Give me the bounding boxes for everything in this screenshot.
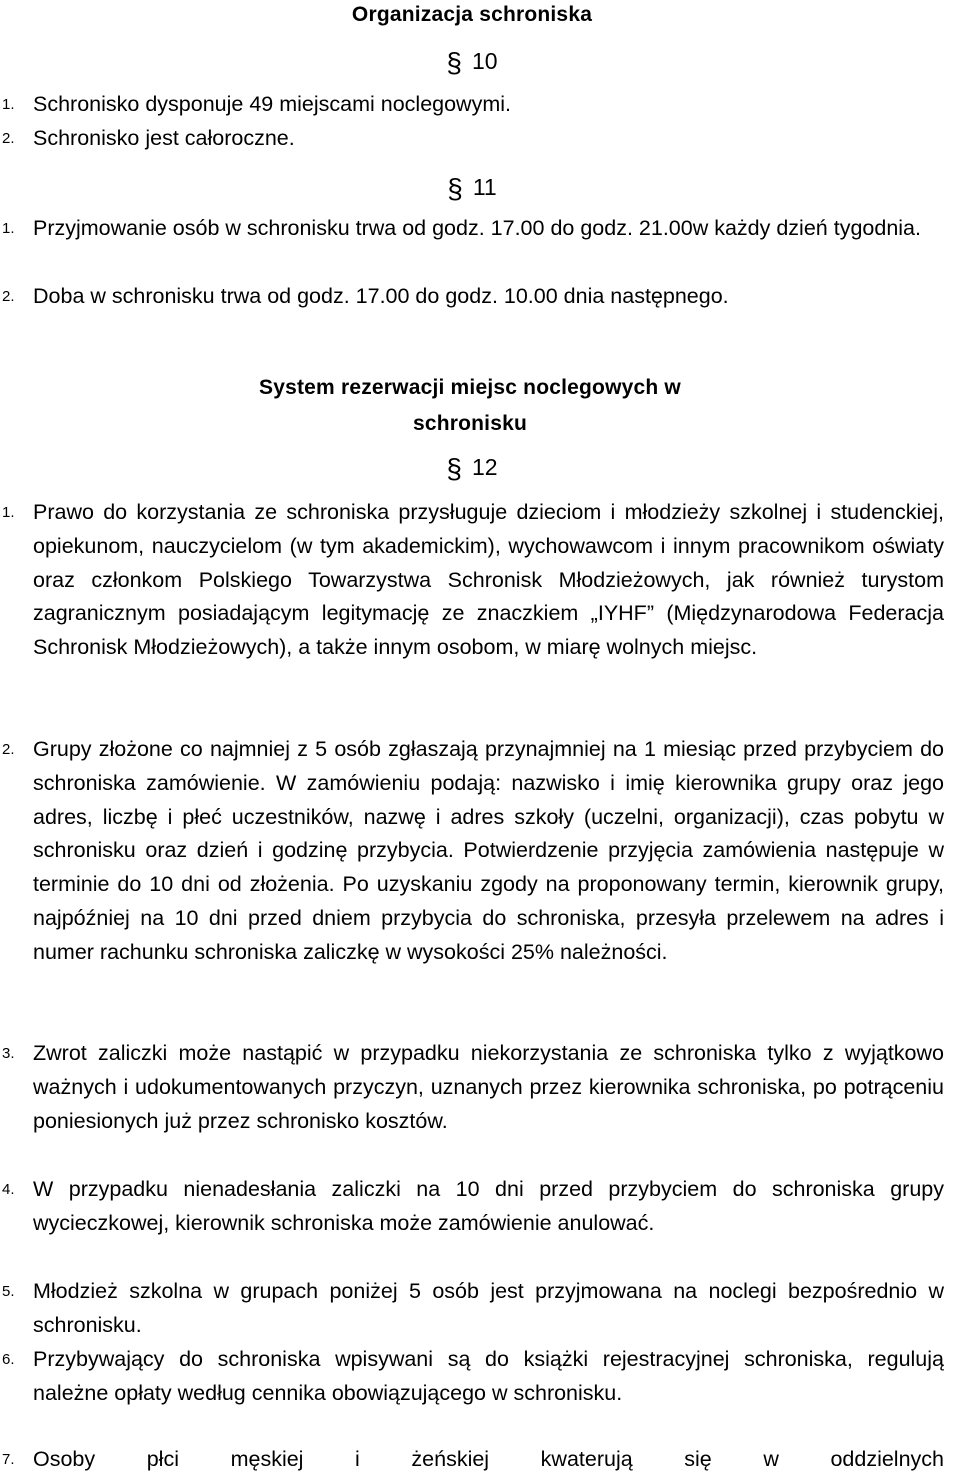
list-item xyxy=(0,122,944,156)
list-item xyxy=(0,1343,944,1411)
paragraph-12 xyxy=(0,450,944,486)
item-text: Zwrot zaliczki może nastąpić w przypadku niekorzystania ze schroniska tylko z wyjątkowo ważnych i udokumentowanych przyczyn, uznanych przez kierownika schroniska, po potrąceniu poniesionych już przez schronisko kosztów. xyxy=(33,1041,944,1133)
list-item xyxy=(0,88,944,122)
paragraph-number: 12 xyxy=(471,454,498,480)
item-number: 5. xyxy=(2,1283,15,1300)
item-text: Grupy złożone co najmniej z 5 osób zgłaszają przynajmniej na 1 miesiąc przed przybyciem do schroniska zamówienie. W zamówieniu podają: nazwisko i imię kierownika grupy oraz jego adres, liczbę i płeć uczestników, nazwę i adres szkoły (uczelni, organizacji), czas pobytu w schronisku oraz dzień i godzinę przybycia. Potwierdzenie przyjęcia zamówienia następuje w terminie do 10 dni od złożenia. Po uzyskaniu zgody na proponowany termin, kierownik grupy, najpóźniej na 10 dni przed dniem przybycia do schroniska, przesyła przelewem na adres i numer rachunku schroniska zaliczkę w wysokości 25% należności. xyxy=(33,737,944,964)
paragraph-number: 10 xyxy=(471,48,498,74)
item-number: 2. xyxy=(2,130,15,147)
item-text: Przybywający do schroniska wpisywani są do książki rejestracyjnej schroniska, regulują należne opłaty według cennika obowiązującego w schronisku. xyxy=(33,1347,944,1405)
item-text: Młodzież szkolna w grupach poniżej 5 osób jest przyjmowana na noclegi bezpośrednio w schronisku. xyxy=(33,1279,944,1337)
item-number: 2. xyxy=(2,741,15,758)
paragraph-10 xyxy=(0,44,944,80)
list-item xyxy=(0,1037,944,1138)
list-item xyxy=(0,733,944,970)
item-number: 1. xyxy=(2,220,15,237)
section-sign: § xyxy=(447,173,463,204)
item-text: Doba w schronisku trwa od godz. 17.00 do godz. 10.00 dnia następnego. xyxy=(33,284,729,308)
list-item xyxy=(0,1173,944,1241)
item-number: 1. xyxy=(2,504,15,521)
item-text: Schronisko dysponuje 49 miejscami noclegowymi. xyxy=(33,92,511,116)
section-heading: System rezerwacji miejsc noclegowych w schronisku xyxy=(259,376,681,435)
item-text: Przyjmowanie osób w schronisku trwa od godz. 17.00 do godz. 21.00w każdy dzień tygodnia. xyxy=(33,216,921,240)
item-number: 7. xyxy=(2,1451,15,1468)
item-text: Schronisko jest całoroczne. xyxy=(33,126,295,150)
section-sign: § xyxy=(446,453,462,484)
document-title: Organizacja schroniska xyxy=(351,3,593,26)
item-text: Prawo do korzystania ze schroniska przysługuje dzieciom i młodzieży szkolnej i studenckiej, opiekunom, nauczycielom (w tym akademickim), wychowawcom i innym pracownikom oświaty oraz członkom Polskiego Towarzystwa Schronisk Młodzieżowych, jak również turystom zagranicznym posiadającym legitymację ze znaczkiem „IYHF” (Międzynarodowa Federacja Schronisk Młodzieżowych), a także innym osobom, w miarę wolnych miejsc. xyxy=(33,500,944,660)
item-text: Osoby płci męskiej i żeńskiej kwaterują się w oddzielnych xyxy=(33,1447,944,1471)
item-number: 6. xyxy=(2,1351,15,1368)
list-item xyxy=(0,280,944,314)
list-item xyxy=(0,212,944,246)
item-number: 2. xyxy=(2,288,15,305)
item-text: W przypadku nienadesłania zaliczki na 10 dni przed przybyciem do schroniska grupy wycieczkowej, kierownik schroniska może zamówienie anulować. xyxy=(33,1177,944,1235)
item-number: 1. xyxy=(2,96,15,113)
list-item xyxy=(0,1275,944,1343)
list-item xyxy=(0,1443,944,1477)
paragraph-11 xyxy=(0,170,944,206)
section-sign: § xyxy=(446,47,462,78)
item-number: 4. xyxy=(2,1181,15,1198)
item-number: 3. xyxy=(2,1045,15,1062)
list-item xyxy=(0,496,944,665)
paragraph-number: 11 xyxy=(472,174,497,200)
